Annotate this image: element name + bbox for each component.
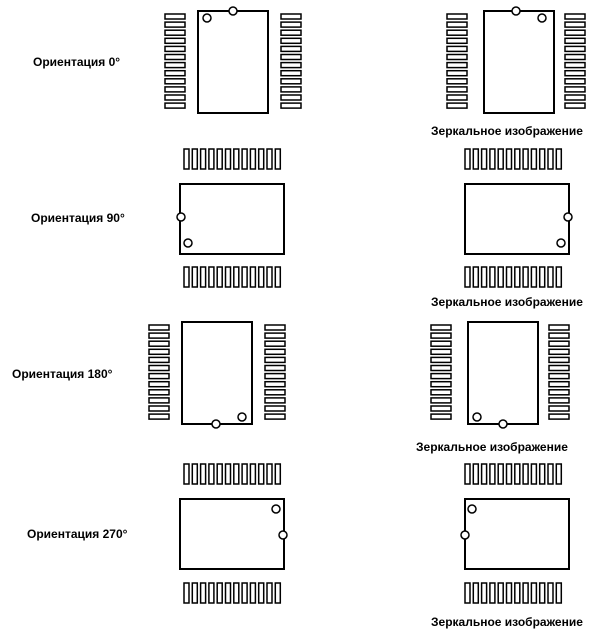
pin [565,14,585,19]
pin [281,46,301,51]
pin [447,38,467,43]
pin [250,267,255,287]
pin [490,149,495,169]
notch-marker [499,420,507,428]
pin [465,464,470,484]
pin [209,267,214,287]
package-body [465,499,569,569]
pin [265,341,285,346]
pin [265,333,285,338]
pin [265,406,285,411]
pin [515,149,520,169]
pin [490,583,495,603]
pin [201,583,206,603]
pin [431,341,451,346]
pin [234,583,239,603]
pin [226,464,231,484]
pin [465,149,470,169]
pin [431,374,451,379]
pin [217,464,222,484]
pin [192,464,197,484]
pin1-marker [538,14,546,22]
pin [201,267,206,287]
pin [507,464,512,484]
pin [473,464,478,484]
pin [565,22,585,27]
pin [267,149,272,169]
pin [242,464,247,484]
pin [275,267,280,287]
pin [531,464,536,484]
pin [482,149,487,169]
pin [192,149,197,169]
notch-marker [564,213,572,221]
pin [281,87,301,92]
pin [431,382,451,387]
pin [234,149,239,169]
pin [165,79,185,84]
notch-marker [177,213,185,221]
pin [165,22,185,27]
pin [281,55,301,60]
pin [267,583,272,603]
notch-marker [279,531,287,539]
pin [548,149,553,169]
pin [549,382,569,387]
pin [565,87,585,92]
pin [549,374,569,379]
pin [201,149,206,169]
pin [209,583,214,603]
pin [549,390,569,395]
pin [431,333,451,338]
pin [447,95,467,100]
pin [507,267,512,287]
pin1-marker [203,14,211,22]
pin [549,406,569,411]
pin [548,464,553,484]
pin [165,63,185,68]
pin [482,583,487,603]
pin [498,149,503,169]
pin [165,55,185,60]
pin [556,149,561,169]
pin [482,267,487,287]
pin [431,357,451,362]
package-body [484,11,554,113]
pin [281,95,301,100]
pin [447,103,467,108]
pin [549,414,569,419]
pin [275,583,280,603]
pin [192,583,197,603]
pin [565,103,585,108]
orientation-90-label: Ориентация 90° [31,211,125,225]
pin [447,14,467,19]
pin [209,464,214,484]
pin [265,382,285,387]
pin [498,464,503,484]
pin [447,22,467,27]
pin [498,267,503,287]
pin [465,583,470,603]
pin [250,583,255,603]
pin [149,349,169,354]
pin [523,583,528,603]
pin [149,357,169,362]
package-body [468,322,538,424]
pin [431,414,451,419]
pin [165,46,185,51]
pin [565,30,585,35]
pin [565,71,585,76]
notch-marker [212,420,220,428]
pin [149,382,169,387]
orientation-180-label: Ориентация 180° [12,367,113,381]
pin [482,464,487,484]
package-body [182,322,252,424]
orientation-0-label: Ориентация 0° [33,55,121,69]
pin [515,583,520,603]
package-body [180,184,284,254]
pin [473,267,478,287]
pin [548,267,553,287]
pin [507,149,512,169]
pin [565,38,585,43]
pin [498,583,503,603]
pin [281,22,301,27]
pin [549,366,569,371]
pin [548,583,553,603]
pin [473,583,478,603]
pin [149,414,169,419]
pin1-marker [473,413,481,421]
pin [165,71,185,76]
pin [281,103,301,108]
pin [192,267,197,287]
pin [540,464,545,484]
pin [431,390,451,395]
pin [234,267,239,287]
mirror-caption-90: Зеркальное изображение [431,295,583,309]
mirror-caption-270: Зеркальное изображение [431,615,583,629]
pin [265,357,285,362]
pin [265,325,285,330]
orientation-270-label: Ориентация 270° [27,527,128,541]
pin [565,55,585,60]
pin [217,267,222,287]
pin [250,464,255,484]
notch-marker [512,7,520,15]
pin [531,267,536,287]
pin [549,341,569,346]
pin [209,149,214,169]
pin [447,63,467,68]
pin [447,79,467,84]
pin [281,38,301,43]
pin [447,55,467,60]
pin [267,464,272,484]
pin [149,366,169,371]
pin [165,14,185,19]
pin [217,149,222,169]
pin [565,95,585,100]
pin [515,267,520,287]
pin [431,406,451,411]
pin [259,583,264,603]
pin [265,374,285,379]
pin [217,583,222,603]
pin [184,464,189,484]
pin [259,464,264,484]
pin [565,79,585,84]
pin [242,267,247,287]
pin1-marker [557,239,565,247]
package-body [465,184,569,254]
pin [540,583,545,603]
pin [447,71,467,76]
pin [447,87,467,92]
pin [226,583,231,603]
pin [259,267,264,287]
notch-marker [461,531,469,539]
pin [281,30,301,35]
pin [540,149,545,169]
pin [250,149,255,169]
pin [275,149,280,169]
pin [556,583,561,603]
pin [549,349,569,354]
package-body [198,11,268,113]
pin [234,464,239,484]
pin [540,267,545,287]
pin [265,414,285,419]
pin [281,14,301,19]
pin [473,149,478,169]
pin [281,71,301,76]
package-body [180,499,284,569]
pin1-marker [184,239,192,247]
pin [149,325,169,330]
pin [265,390,285,395]
pin [490,464,495,484]
pin [565,46,585,51]
pin [184,149,189,169]
pin [149,390,169,395]
pin [267,267,272,287]
pin [165,87,185,92]
pin [149,341,169,346]
pin [165,38,185,43]
pin [281,79,301,84]
pin [465,267,470,287]
pin [523,149,528,169]
pin [549,333,569,338]
pin [556,267,561,287]
pin [556,464,561,484]
pin [265,366,285,371]
pin [226,267,231,287]
pin [259,149,264,169]
pin [523,464,528,484]
pin [165,30,185,35]
pin [165,103,185,108]
pin1-marker [238,413,246,421]
pin [242,149,247,169]
pin [431,398,451,403]
pin [149,406,169,411]
notch-marker [229,7,237,15]
pin [431,325,451,330]
pin [149,374,169,379]
pin [242,583,247,603]
pin [507,583,512,603]
pin [149,333,169,338]
pin [149,398,169,403]
pin [549,398,569,403]
pin [201,464,206,484]
pin1-marker [468,505,476,513]
pin [275,464,280,484]
pin [184,583,189,603]
pin [281,63,301,68]
pin [490,267,495,287]
pin [184,267,189,287]
pin [431,349,451,354]
pin [523,267,528,287]
pin [165,95,185,100]
pin [447,46,467,51]
pin1-marker [272,505,280,513]
mirror-caption-0: Зеркальное изображение [431,124,583,138]
pin [531,583,536,603]
mirror-caption-180: Зеркальное изображение [416,440,568,454]
pin [531,149,536,169]
pin [265,398,285,403]
pin [431,366,451,371]
pin [226,149,231,169]
pin [565,63,585,68]
pin [447,30,467,35]
pin [549,325,569,330]
pin [549,357,569,362]
pin [515,464,520,484]
pin [265,349,285,354]
